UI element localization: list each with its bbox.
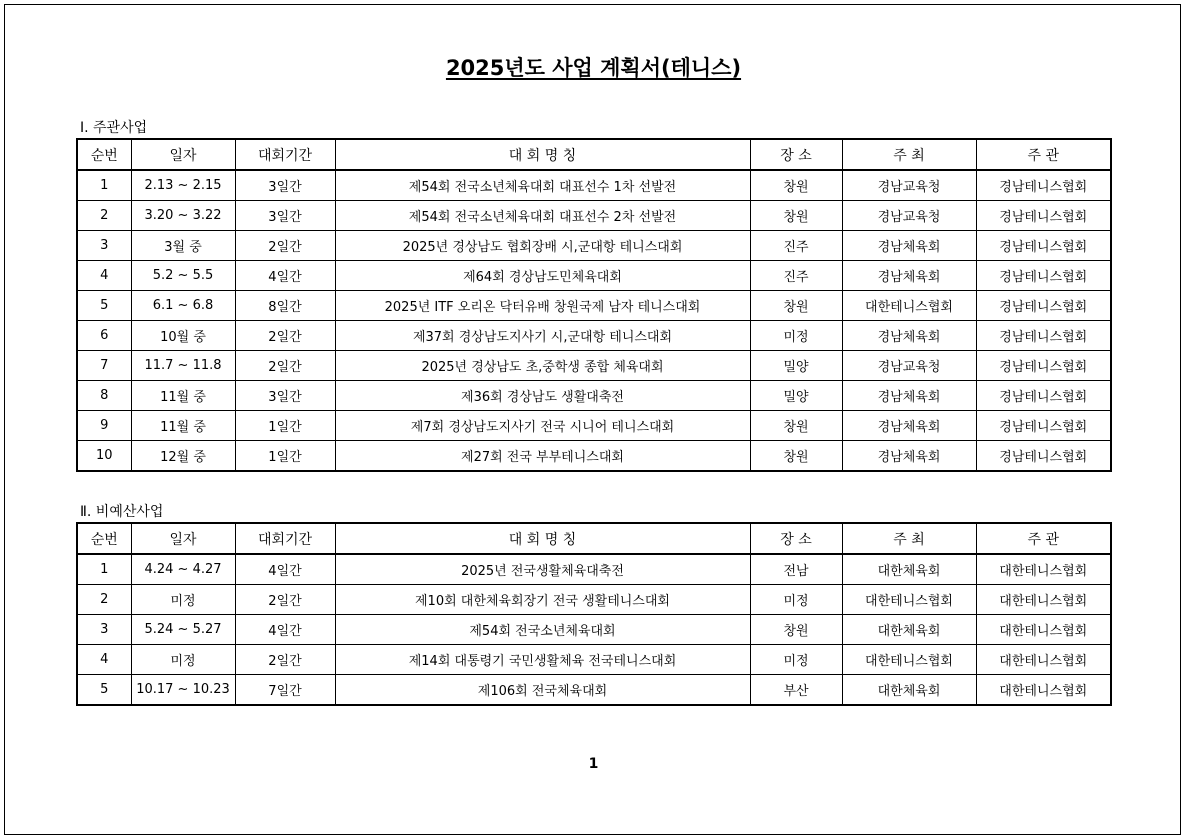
cell-no: 5 [77, 675, 131, 706]
cell-no: 2 [77, 201, 131, 231]
header-period: 대회기간 [235, 139, 335, 170]
header-name: 대 회 명 칭 [335, 523, 750, 554]
cell-organizer: 경남테니스협회 [976, 231, 1111, 261]
cell-date: 12월 중 [131, 441, 235, 472]
cell-name: 제54회 전국소년체육대회 대표선수 2차 선발전 [335, 201, 750, 231]
cell-host: 경남체육회 [842, 231, 976, 261]
cell-place: 미정 [750, 585, 842, 615]
cell-no: 1 [77, 554, 131, 585]
header-no: 순번 [77, 523, 131, 554]
cell-date: 10.17 ~ 10.23 [131, 675, 235, 706]
cell-period: 7일간 [235, 675, 335, 706]
cell-no: 4 [77, 645, 131, 675]
cell-place: 창원 [750, 615, 842, 645]
cell-date: 11.7 ~ 11.8 [131, 351, 235, 381]
header-no: 순번 [77, 139, 131, 170]
header-place: 장 소 [750, 139, 842, 170]
cell-host: 경남교육청 [842, 351, 976, 381]
cell-host: 경남체육회 [842, 261, 976, 291]
cell-no: 8 [77, 381, 131, 411]
cell-name: 2025년 전국생활체육대축전 [335, 554, 750, 585]
cell-no: 5 [77, 291, 131, 321]
cell-name: 제106회 전국체육대회 [335, 675, 750, 706]
cell-host: 대한테니스협회 [842, 291, 976, 321]
cell-organizer: 경남테니스협회 [976, 441, 1111, 472]
cell-organizer: 대한테니스협회 [976, 615, 1111, 645]
cell-place: 창원 [750, 201, 842, 231]
cell-place: 미정 [750, 645, 842, 675]
cell-name: 제64회 경상남도민체육대회 [335, 261, 750, 291]
cell-place: 창원 [750, 170, 842, 201]
header-period: 대회기간 [235, 523, 335, 554]
table-row [77, 351, 1111, 381]
cell-period: 3일간 [235, 201, 335, 231]
cell-period: 2일간 [235, 351, 335, 381]
cell-name: 제36회 경상남도 생활대축전 [335, 381, 750, 411]
cell-period: 1일간 [235, 441, 335, 472]
section-1-table [76, 138, 1112, 472]
cell-date: 6.1 ~ 6.8 [131, 291, 235, 321]
header-host: 주 최 [842, 139, 976, 170]
header-host: 주 최 [842, 523, 976, 554]
cell-name: 제37회 경상남도지사기 시,군대항 테니스대회 [335, 321, 750, 351]
table-row [77, 381, 1111, 411]
cell-date: 미정 [131, 645, 235, 675]
cell-place: 미정 [750, 321, 842, 351]
cell-organizer: 대한테니스협회 [976, 645, 1111, 675]
section-2-heading: Ⅱ. 비예산사업 [80, 504, 164, 520]
cell-period: 2일간 [235, 231, 335, 261]
header-date: 일자 [131, 523, 235, 554]
cell-host: 대한체육회 [842, 554, 976, 585]
cell-date: 11월 중 [131, 381, 235, 411]
cell-period: 3일간 [235, 381, 335, 411]
cell-period: 4일간 [235, 615, 335, 645]
cell-period: 4일간 [235, 554, 335, 585]
table-row [77, 321, 1111, 351]
cell-period: 8일간 [235, 291, 335, 321]
table-row [77, 170, 1111, 201]
cell-host: 경남교육청 [842, 201, 976, 231]
cell-organizer: 경남테니스협회 [976, 321, 1111, 351]
cell-place: 밀양 [750, 351, 842, 381]
header-place: 장 소 [750, 523, 842, 554]
cell-organizer: 경남테니스협회 [976, 291, 1111, 321]
cell-name: 제14회 대통령기 국민생활체육 전국테니스대회 [335, 645, 750, 675]
cell-date: 4.24 ~ 4.27 [131, 554, 235, 585]
cell-name: 2025년 ITF 오리온 닥터유배 창원국제 남자 테니스대회 [335, 291, 750, 321]
cell-organizer: 대한테니스협회 [976, 554, 1111, 585]
cell-date: 3월 중 [131, 231, 235, 261]
cell-organizer: 경남테니스협회 [976, 201, 1111, 231]
cell-no: 10 [77, 441, 131, 472]
cell-name: 제10회 대한체육회장기 전국 생활테니스대회 [335, 585, 750, 615]
cell-period: 2일간 [235, 645, 335, 675]
cell-no: 3 [77, 615, 131, 645]
header-name: 대 회 명 칭 [335, 139, 750, 170]
cell-name: 제54회 전국소년체육대회 대표선수 1차 선발전 [335, 170, 750, 201]
cell-date: 5.2 ~ 5.5 [131, 261, 235, 291]
cell-name: 2025년 경상남도 초,중학생 종합 체육대회 [335, 351, 750, 381]
cell-period: 4일간 [235, 261, 335, 291]
cell-name: 제7회 경상남도지사기 전국 시니어 테니스대회 [335, 411, 750, 441]
cell-no: 9 [77, 411, 131, 441]
cell-place: 전남 [750, 554, 842, 585]
cell-date: 11월 중 [131, 411, 235, 441]
cell-place: 창원 [750, 441, 842, 472]
cell-place: 진주 [750, 261, 842, 291]
table-row [77, 201, 1111, 231]
table-row [77, 411, 1111, 441]
section-1-heading: Ⅰ. 주관사업 [80, 120, 148, 136]
cell-host: 대한체육회 [842, 615, 976, 645]
cell-place: 진주 [750, 231, 842, 261]
cell-period: 2일간 [235, 585, 335, 615]
cell-name: 제27회 전국 부부테니스대회 [335, 441, 750, 472]
cell-place: 밀양 [750, 381, 842, 411]
table-header-row [77, 139, 1111, 170]
cell-name: 제54회 전국소년체육대회 [335, 615, 750, 645]
cell-name: 2025년 경상남도 협회장배 시,군대항 테니스대회 [335, 231, 750, 261]
cell-period: 3일간 [235, 170, 335, 201]
cell-period: 2일간 [235, 321, 335, 351]
cell-no: 6 [77, 321, 131, 351]
cell-host: 대한테니스협회 [842, 585, 976, 615]
table-row [77, 261, 1111, 291]
table-row [77, 615, 1111, 645]
cell-organizer: 경남테니스협회 [976, 261, 1111, 291]
header-organizer: 주 관 [976, 523, 1111, 554]
header-date: 일자 [131, 139, 235, 170]
table-header-row [77, 523, 1111, 554]
cell-date: 3.20 ~ 3.22 [131, 201, 235, 231]
cell-date: 10월 중 [131, 321, 235, 351]
table-row [77, 441, 1111, 472]
cell-organizer: 경남테니스협회 [976, 381, 1111, 411]
cell-period: 1일간 [235, 411, 335, 441]
cell-host: 대한체육회 [842, 675, 976, 706]
cell-host: 경남체육회 [842, 441, 976, 472]
cell-place: 부산 [750, 675, 842, 706]
section-2-table [76, 522, 1112, 706]
cell-organizer: 경남테니스협회 [976, 170, 1111, 201]
table-row [77, 675, 1111, 706]
cell-organizer: 대한테니스협회 [976, 675, 1111, 706]
cell-no: 2 [77, 585, 131, 615]
table-row [77, 291, 1111, 321]
table-row [77, 585, 1111, 615]
header-organizer: 주 관 [976, 139, 1111, 170]
cell-place: 창원 [750, 291, 842, 321]
cell-no: 7 [77, 351, 131, 381]
cell-date: 5.24 ~ 5.27 [131, 615, 235, 645]
table-row [77, 231, 1111, 261]
page-number: 1 [588, 756, 599, 772]
cell-host: 경남체육회 [842, 381, 976, 411]
cell-host: 경남교육청 [842, 170, 976, 201]
cell-organizer: 경남테니스협회 [976, 351, 1111, 381]
cell-no: 4 [77, 261, 131, 291]
cell-organizer: 대한테니스협회 [976, 585, 1111, 615]
table-row [77, 645, 1111, 675]
cell-no: 3 [77, 231, 131, 261]
cell-date: 2.13 ~ 2.15 [131, 170, 235, 201]
cell-host: 경남체육회 [842, 411, 976, 441]
table-row [77, 554, 1111, 585]
cell-date: 미정 [131, 585, 235, 615]
cell-no: 1 [77, 170, 131, 201]
cell-host: 대한테니스협회 [842, 645, 976, 675]
document-title: 2025년도 사업 계획서(테니스) [445, 56, 742, 80]
cell-host: 경남체육회 [842, 321, 976, 351]
cell-place: 창원 [750, 411, 842, 441]
cell-organizer: 경남테니스협회 [976, 411, 1111, 441]
